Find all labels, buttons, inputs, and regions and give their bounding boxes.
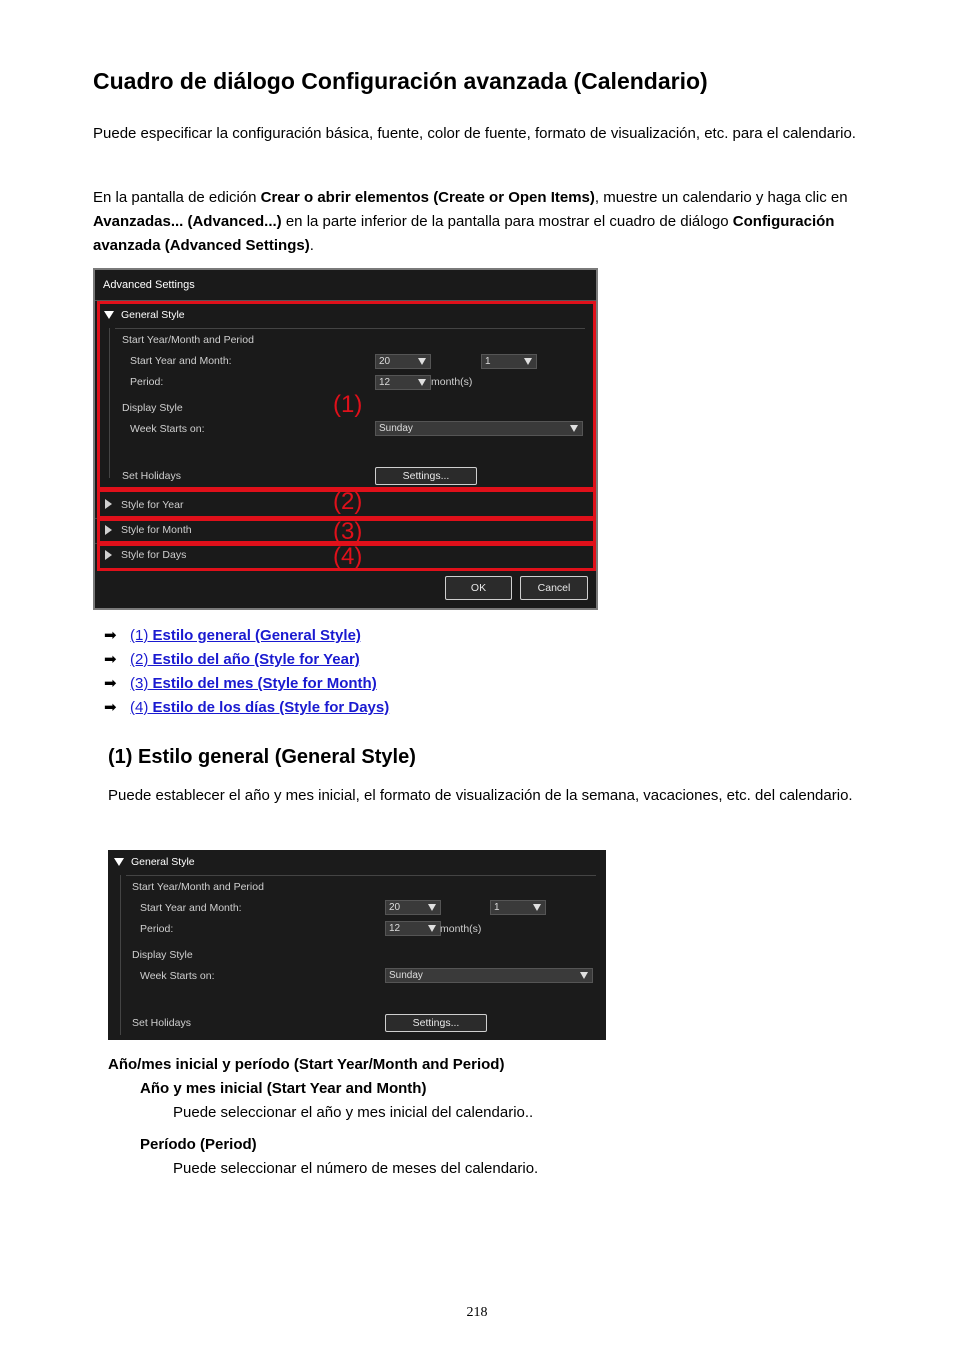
period-unit-label: month(s) bbox=[440, 923, 482, 935]
instr-text-2: , muestre un calendario y haga clic en bbox=[594, 189, 848, 206]
link-number: (1) bbox=[130, 627, 153, 644]
instr-text-1: En la pantalla de edición bbox=[93, 189, 261, 206]
callout-label-1: (1) bbox=[333, 391, 363, 418]
week-starts-select[interactable] bbox=[385, 968, 593, 983]
page-title: Cuadro de diálogo Configuración avanzada (Calendario) bbox=[93, 68, 708, 94]
dialog-title: Advanced Settings bbox=[103, 279, 195, 291]
arrow-right-icon: ➡ bbox=[104, 627, 117, 644]
link-text: Estilo general (General Style) bbox=[152, 627, 361, 644]
section-links bbox=[104, 624, 389, 720]
start-year-month-label: Start Year and Month: bbox=[130, 355, 232, 367]
year-select[interactable] bbox=[385, 900, 441, 915]
display-style-label: Display Style bbox=[132, 949, 193, 961]
chevron-down-icon bbox=[580, 972, 588, 979]
section-guide bbox=[120, 875, 121, 1035]
section-heading-general-style: (1) Estilo general (General Style) bbox=[108, 746, 416, 768]
arrow-right-icon: ➡ bbox=[104, 651, 117, 668]
link-style-for-days[interactable] bbox=[130, 699, 389, 716]
start-year-month-label: Start Year and Month: bbox=[140, 902, 242, 914]
instr-bold-advanced: Avanzadas... (Advanced...) bbox=[93, 213, 282, 230]
expanded-triangle-icon[interactable] bbox=[114, 858, 124, 866]
instructions-paragraph bbox=[93, 186, 863, 258]
link-text: Estilo del año (Style for Year) bbox=[152, 651, 360, 668]
period-label: Period: bbox=[130, 376, 164, 388]
link-number: (4) bbox=[130, 699, 153, 716]
link-general-style[interactable] bbox=[130, 627, 361, 644]
list-item bbox=[104, 648, 389, 672]
chevron-down-icon bbox=[533, 904, 541, 911]
list-item bbox=[104, 624, 389, 648]
general-style-screenshot bbox=[108, 850, 606, 1040]
section-divider bbox=[126, 875, 596, 876]
def-item1-title: Año y mes inicial (Start Year and Month) bbox=[140, 1080, 427, 1097]
callout-label-4: (4) bbox=[333, 543, 363, 570]
style-for-days-header[interactable]: Style for Days bbox=[121, 549, 187, 561]
link-number: (2) bbox=[130, 651, 153, 668]
cancel-button[interactable]: Cancel bbox=[520, 576, 588, 600]
def-item2-desc: Puede seleccionar el número de meses del calendario. bbox=[173, 1160, 539, 1177]
link-text: Estilo de los días (Style for Days) bbox=[152, 699, 390, 716]
advanced-settings-screenshot bbox=[93, 268, 598, 610]
instr-bold-advanced-settings: Configuración avanzada (Advanced Settings) bbox=[93, 213, 835, 254]
section-description: Puede establecer el año y mes inicial, el formato de visualización de la semana, vacaciones, etc. del calendario. bbox=[108, 787, 853, 804]
start-group-label: Start Year/Month and Period bbox=[132, 881, 264, 893]
general-style-header[interactable]: General Style bbox=[121, 309, 185, 321]
week-starts-label: Week Starts on: bbox=[130, 423, 205, 435]
def-group-title: Año/mes inicial y período (Start Year/Month and Period) bbox=[108, 1056, 505, 1073]
callout-label-2: (2) bbox=[333, 488, 363, 515]
week-starts-value: Sunday bbox=[389, 970, 423, 981]
set-holidays-label: Set Holidays bbox=[122, 470, 181, 482]
chevron-down-icon bbox=[428, 925, 436, 932]
arrow-right-icon: ➡ bbox=[104, 675, 117, 692]
week-starts-value: Sunday bbox=[379, 423, 413, 434]
intro-paragraph: Puede especificar la configuración básica, fuente, color de fuente, formato de visualización, etc. para el calendario. bbox=[93, 125, 856, 142]
set-holidays-label: Set Holidays bbox=[132, 1017, 191, 1029]
settings-button[interactable]: Settings... bbox=[375, 467, 477, 485]
instr-text-3: en la parte inferior de la pantalla para mostrar el cuadro de diálogo bbox=[281, 213, 733, 230]
month-select-value: 1 bbox=[485, 356, 491, 367]
link-number: (3) bbox=[130, 675, 153, 692]
instr-bold-create-open: Crear o abrir elementos (Create or Open Items) bbox=[260, 189, 595, 206]
link-style-for-year[interactable] bbox=[130, 651, 360, 668]
general-style-header[interactable]: General Style bbox=[131, 856, 195, 868]
week-starts-label: Week Starts on: bbox=[140, 970, 215, 982]
style-for-year-header[interactable]: Style for Year bbox=[121, 499, 184, 511]
period-select-value: 12 bbox=[389, 923, 401, 934]
callout-label-3: (3) bbox=[333, 518, 363, 545]
period-label: Period: bbox=[140, 923, 174, 935]
ok-button[interactable]: OK bbox=[445, 576, 512, 600]
list-item bbox=[104, 672, 389, 696]
style-for-month-header[interactable]: Style for Month bbox=[121, 524, 192, 536]
month-select-value: 1 bbox=[494, 902, 500, 913]
start-group-label: Start Year/Month and Period bbox=[122, 334, 254, 346]
period-select-value: 12 bbox=[379, 377, 391, 388]
year-select-value: 20 bbox=[379, 356, 391, 367]
chevron-down-icon bbox=[428, 904, 436, 911]
def-item1-desc: Puede seleccionar el año y mes inicial del calendario.. bbox=[173, 1104, 534, 1121]
display-style-label: Display Style bbox=[122, 402, 183, 414]
page-number: 218 bbox=[466, 1305, 488, 1320]
period-select[interactable] bbox=[385, 921, 441, 936]
def-item2-title: Período (Period) bbox=[140, 1136, 257, 1153]
link-style-for-month[interactable] bbox=[130, 675, 377, 692]
settings-button[interactable]: Settings... bbox=[385, 1014, 487, 1032]
list-item bbox=[104, 696, 389, 720]
instr-text-4: . bbox=[309, 237, 314, 254]
link-text: Estilo del mes (Style for Month) bbox=[152, 675, 377, 692]
month-select[interactable] bbox=[490, 900, 546, 915]
year-select-value: 20 bbox=[389, 902, 401, 913]
arrow-right-icon: ➡ bbox=[104, 699, 117, 716]
period-unit-label: month(s) bbox=[431, 376, 473, 388]
